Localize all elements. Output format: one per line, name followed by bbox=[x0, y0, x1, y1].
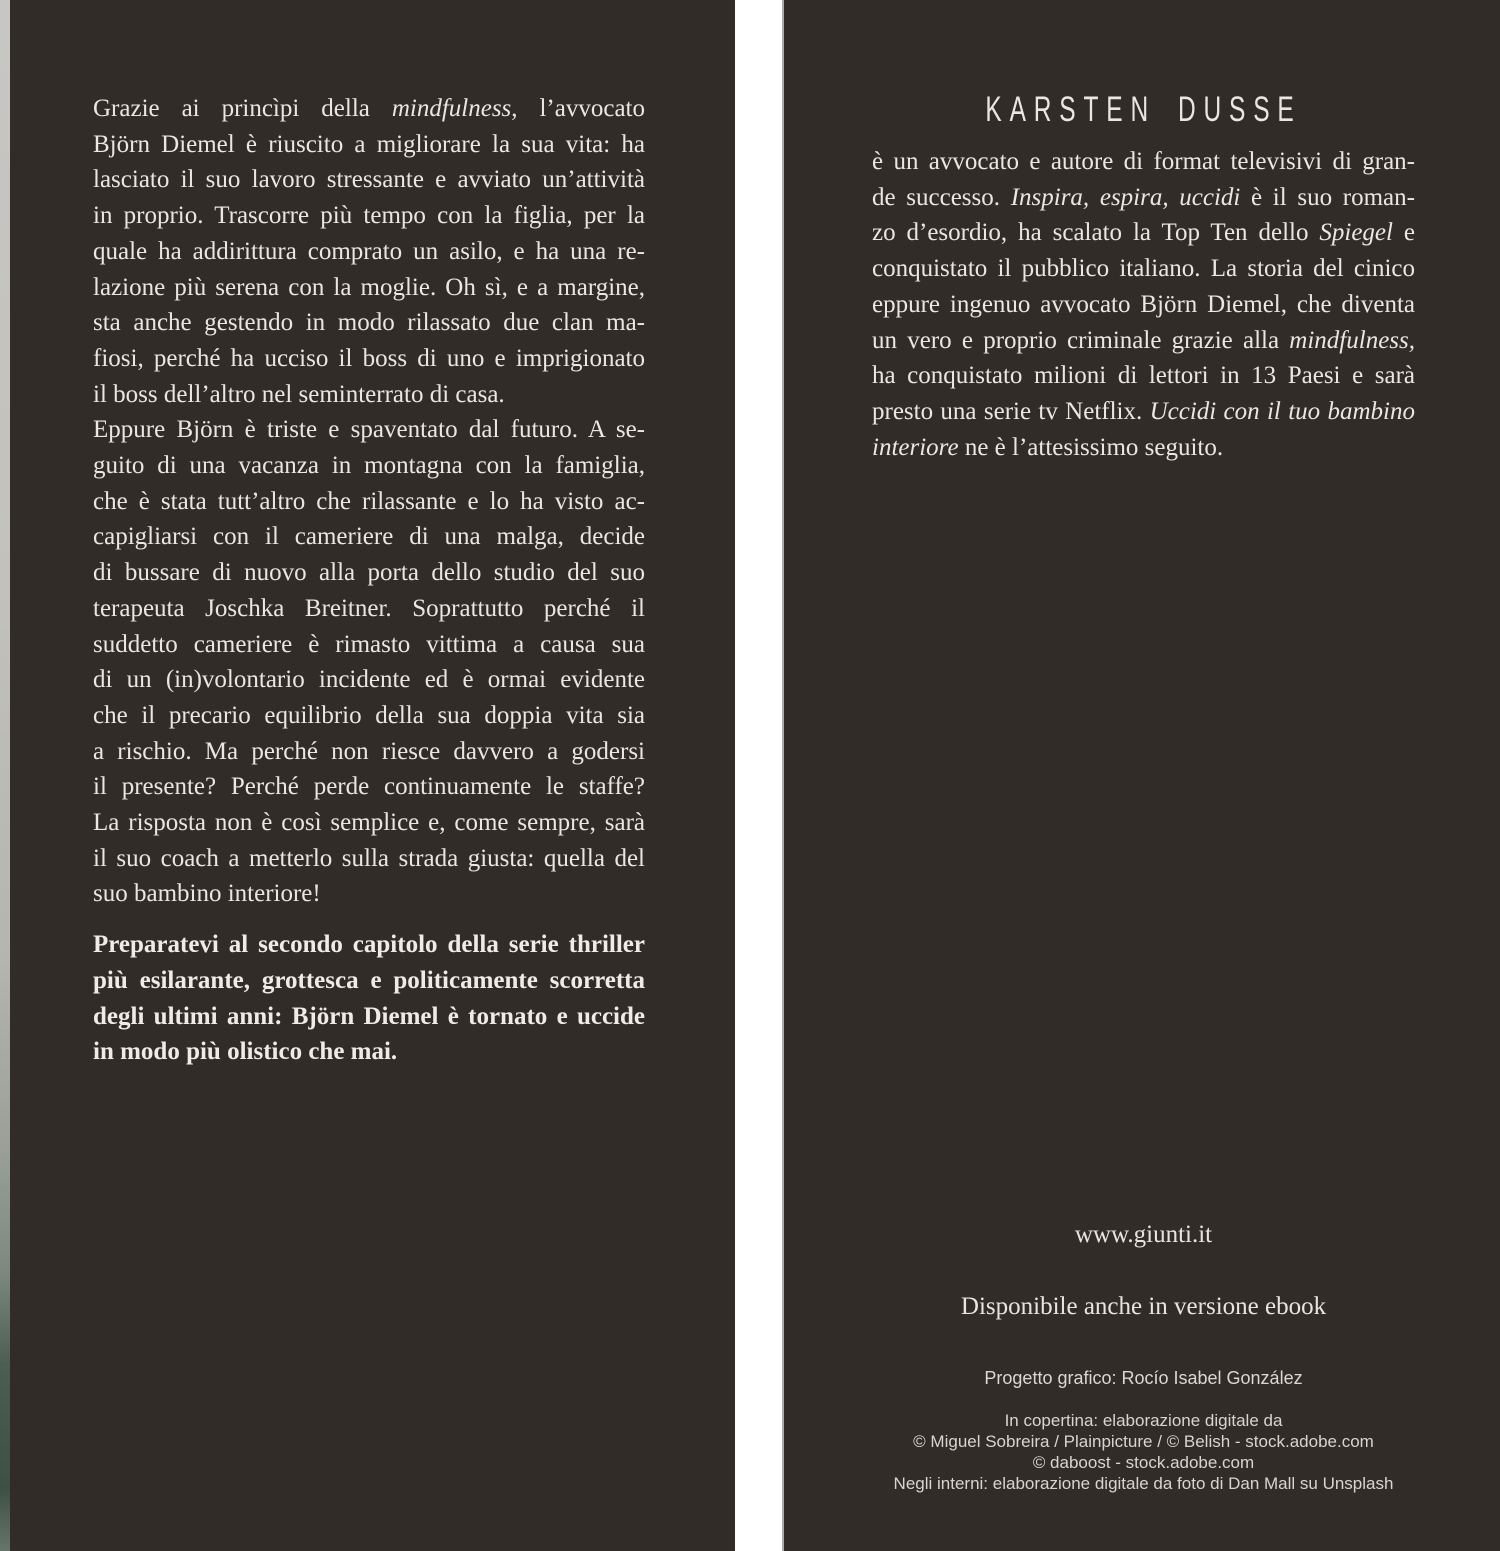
text-line: suo bambino interiore! bbox=[93, 880, 321, 908]
synopsis-paragraph bbox=[93, 91, 645, 412]
text-line: di un (in)volontario incidente ed è ormai evidente bbox=[93, 666, 645, 694]
text-line: di bussare di nuovo alla porta dello studio del suo bbox=[93, 559, 645, 587]
text-line: quale ha addirittura comprato un asilo, e ha una re- bbox=[93, 237, 645, 265]
text-line: il suo coach a metterlo sulla strada giusta: quella del bbox=[93, 844, 645, 872]
text-line: ha conquistato milioni di lettori in 13 Paesi e sarà bbox=[872, 362, 1415, 390]
credit-line: Negli interni: elaborazione digitale da foto di Dan Mall su Unsplash bbox=[893, 1474, 1394, 1493]
design-credit: Progetto grafico: Rocío Isabel González bbox=[984, 1368, 1303, 1388]
text-line: più esilarante, grottesca e politicamente scorretta bbox=[93, 966, 645, 994]
ebook-availability-note: Disponibile anche in versione ebook bbox=[960, 1293, 1327, 1320]
text-line: eppure ingenuo avvocato Björn Diemel, che diventa bbox=[872, 290, 1415, 318]
left-flap-synopsis bbox=[93, 91, 645, 1070]
text-line: lasciato il suo lavoro stressante e avviato un’attività bbox=[93, 166, 645, 194]
text-line: sta anche gestendo in modo rilassato due clan ma- bbox=[93, 309, 645, 337]
text-line: Grazie ai princìpi della mindfulness, l’avvocato bbox=[93, 95, 645, 122]
teaser-paragraph bbox=[93, 927, 645, 1070]
synopsis-paragraph bbox=[93, 412, 645, 912]
credit-line: In copertina: elaborazione digitale da bbox=[1004, 1411, 1283, 1430]
text-line: in modo più olistico che mai. bbox=[93, 1038, 398, 1066]
text-line: zo d’esordio, ha scalato la Top Ten dello Spiegel e bbox=[872, 219, 1415, 247]
text-line: guito di una vacanza in montagna con la famiglia, bbox=[93, 452, 645, 480]
text-line: il boss dell’altro nel seminterrato di casa. bbox=[93, 380, 505, 408]
author-bio bbox=[872, 144, 1415, 465]
jacket-edge-strip bbox=[0, 0, 10, 1551]
text-line: suddetto cameriere è rimasto vittima a causa sua bbox=[93, 630, 645, 658]
text-line: capigliarsi con il cameriere di una malga, decide bbox=[93, 523, 645, 551]
text-line: degli ultimi anni: Björn Diemel è tornato e uccide bbox=[93, 1002, 645, 1030]
text-line: conquistato il pubblico italiano. La storia del cinico bbox=[872, 255, 1415, 283]
text-line: Eppure Björn è triste e spaventato dal futuro. A se- bbox=[93, 416, 645, 444]
text-line: Preparatevi al secondo capitolo della serie thriller bbox=[93, 931, 645, 959]
text-line: terapeuta Joschka Breitner. Soprattutto perché il bbox=[93, 594, 645, 622]
text-line: presto una serie tv Netflix. Uccidi con il tuo bambino bbox=[872, 397, 1415, 425]
text-line: La risposta non è così semplice e, come sempre, sarà bbox=[93, 809, 645, 837]
cover-credits bbox=[872, 1410, 1415, 1494]
text-line: a rischio. Ma perché non riesce davvero a godersi bbox=[93, 737, 645, 765]
text-line: un vero e proprio criminale grazie alla mindfulness, bbox=[872, 326, 1415, 354]
credit-line: © daboost - stock.adobe.com bbox=[1032, 1453, 1255, 1472]
text-line: interiore ne è l’attesissimo seguito. bbox=[872, 433, 1224, 461]
text-line: che è stata tutt’altro che rilassante e lo ha visto ac- bbox=[93, 487, 645, 515]
panel-gutter bbox=[735, 0, 782, 1551]
right-flap-panel bbox=[782, 0, 1500, 1551]
text-line: Björn Diemel è riuscito a migliorare la sua vita: ha bbox=[93, 130, 645, 158]
text-line: il presente? Perché perde continuamente le staffe? bbox=[93, 773, 645, 801]
publisher-website: www.giunti.it bbox=[1074, 1221, 1213, 1248]
left-flap-panel bbox=[10, 0, 736, 1551]
text-line: in proprio. Trascorre più tempo con la figlia, per la bbox=[93, 202, 645, 230]
text-line: che il precario equilibrio della sua doppia vita sia bbox=[93, 701, 645, 729]
text-line: de successo. Inspira, espira, uccidi è il suo roman- bbox=[872, 183, 1415, 211]
text-line: fiosi, perché ha ucciso il boss di uno e imprigionato bbox=[93, 344, 645, 372]
author-name: KARSTEN DUSSE bbox=[985, 90, 1302, 129]
text-line: è un avvocato e autore di format televisivi di gran- bbox=[872, 148, 1415, 175]
credit-line: © Miguel Sobreira / Plainpicture / © Belish - stock.adobe.com bbox=[913, 1432, 1374, 1451]
text-line: lazione più serena con la moglie. Oh sì, e a margine, bbox=[93, 273, 645, 301]
